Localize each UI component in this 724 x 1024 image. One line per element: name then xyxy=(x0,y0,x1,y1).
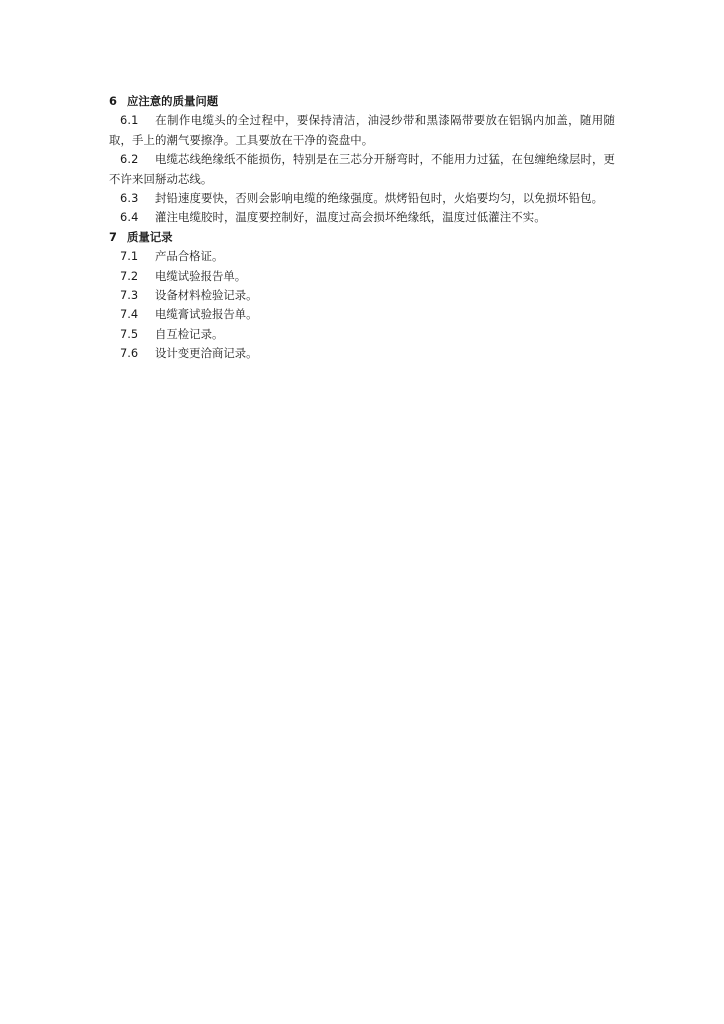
paragraph-6-2-text: 电缆芯线绝缘纸不能损伤，特别是在三芯分开掰弯时，不能用力过猛，在包缠绝缘层时，更不许来回掰动芯线。 xyxy=(109,152,615,186)
document-body xyxy=(109,92,615,364)
record-item-7-2-number: 7.2 xyxy=(120,268,139,283)
section-6-number: 6 xyxy=(109,94,117,108)
record-item-7-3-number: 7.3 xyxy=(120,288,139,303)
record-item-7-4 xyxy=(109,305,615,324)
paragraph-6-1 xyxy=(109,111,615,150)
record-item-7-6-text: 设计变更洽商记录。 xyxy=(155,346,258,361)
paragraph-6-3-number: 6.3 xyxy=(120,191,139,206)
section-6-title: 应注意的质量问题 xyxy=(127,94,219,108)
paragraph-6-2 xyxy=(109,150,615,189)
record-item-7-1-number: 7.1 xyxy=(120,249,139,264)
section-7-title: 质量记录 xyxy=(127,229,173,244)
paragraph-6-2-number: 6.2 xyxy=(120,152,139,167)
record-item-7-6-number: 7.6 xyxy=(120,346,139,361)
record-item-7-1 xyxy=(109,247,615,266)
record-item-7-2 xyxy=(109,267,615,286)
record-item-7-2-text: 电缆试验报告单。 xyxy=(155,268,247,283)
paragraph-6-4 xyxy=(109,208,615,227)
section-7-heading xyxy=(109,228,615,247)
paragraph-6-1-text: 在制作电缆头的全过程中，要保持清洁，油浸纱带和黑漆隔带要放在铝锅内加盖，随用随取，手上的潮气要擦净。工具要放在干净的瓷盘中。 xyxy=(109,113,615,147)
record-item-7-3-text: 设备材料检验记录。 xyxy=(155,288,258,303)
paragraph-6-1-number: 6.1 xyxy=(120,113,139,128)
record-item-7-1-text: 产品合格证。 xyxy=(155,249,224,264)
record-item-7-4-text: 电缆膏试验报告单。 xyxy=(155,307,258,322)
section-7-number: 7 xyxy=(109,229,117,244)
paragraph-6-4-text: 灌注电缆胶时，温度要控制好，温度过高会损坏绝缘纸，温度过低灌注不实。 xyxy=(155,210,546,225)
paragraph-6-4-number: 6.4 xyxy=(120,210,139,225)
paragraph-6-3-text: 封铅速度要快，否则会影响电缆的绝缘强度。烘烤铅包时，火焰要均匀，以免损坏铅包。 xyxy=(155,191,604,206)
record-item-7-5-text: 自互检记录。 xyxy=(155,326,224,341)
record-item-7-5 xyxy=(109,325,615,344)
record-item-7-6 xyxy=(109,344,615,363)
record-item-7-4-number: 7.4 xyxy=(120,307,139,322)
record-item-7-5-number: 7.5 xyxy=(120,326,139,341)
record-item-7-3 xyxy=(109,286,615,305)
paragraph-6-3 xyxy=(109,189,615,208)
section-6-heading xyxy=(109,92,615,111)
